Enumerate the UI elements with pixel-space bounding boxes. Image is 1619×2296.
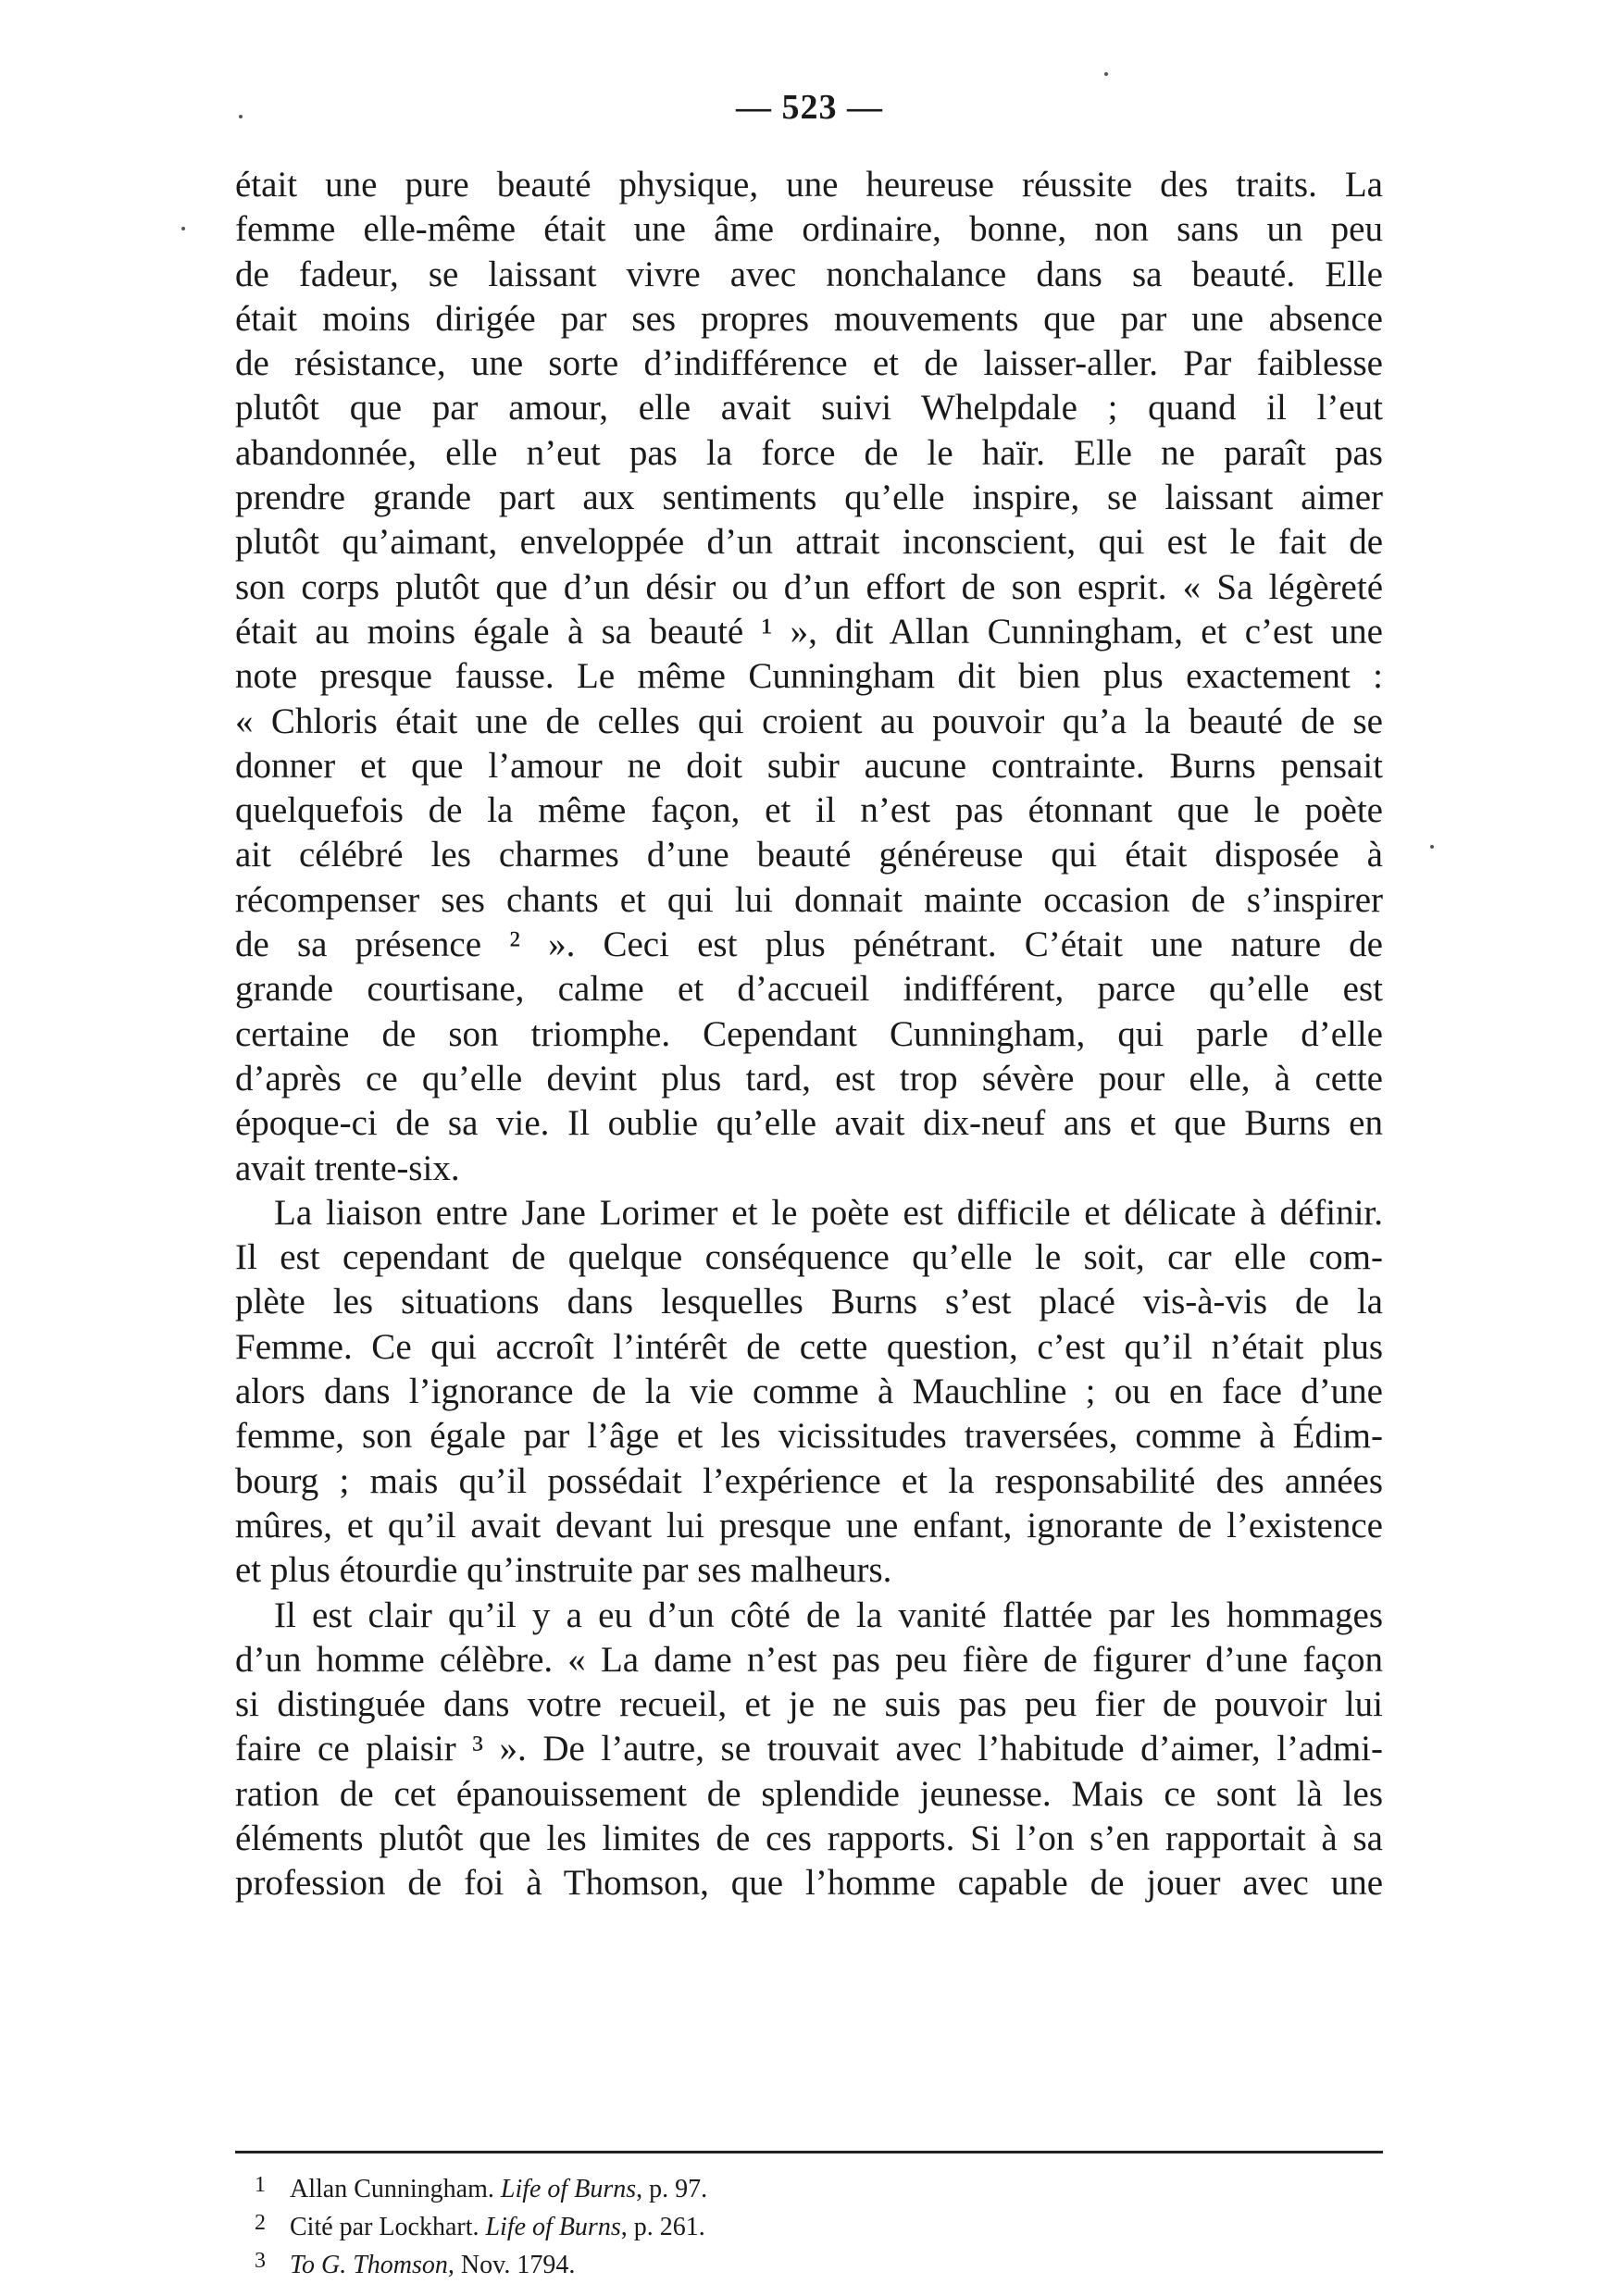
text-line: ration de cet épanouissement de splendide jeunesse. Mais ce sont là les [235, 1773, 1383, 1814]
text-line: bourg ; mais qu’il possédait l’expérience et la responsabilité des années [235, 1460, 1383, 1501]
text-line: Il est clair qu’il y a eu d’un côté de la vanité flattée par les hommages [274, 1595, 1383, 1635]
footnote [255, 2206, 707, 2244]
footnote-title: Life of Burns [500, 2175, 637, 2203]
footnote [255, 2168, 707, 2206]
scan-speck [1104, 72, 1108, 76]
footnotes [255, 2168, 707, 2282]
text-line: mûres, et qu’il avait devant lui presque une enfant, ignorante de l’existence [235, 1505, 1383, 1545]
footnote-text: , p. 261. [620, 2213, 705, 2241]
footnote-number: 2 [255, 2211, 266, 2235]
text-line: éléments plutôt que les limites de ces rapports. Si l’on s’en rapportait à sa [235, 1818, 1383, 1858]
footnote-number: 3 [255, 2249, 266, 2273]
footnote-text: Cité par Lockhart. [290, 2213, 486, 2241]
text-line: quelquefois de la même façon, et il n’est pas étonnant que le poète [235, 790, 1383, 831]
text-line: était au moins égale à sa beauté ¹ », dit Allan Cunningham, et c’est une [235, 611, 1383, 652]
text-line: d’un homme célèbre. « La dame n’est pas peu fière de figurer d’une façon [235, 1639, 1383, 1680]
text-line: profession de foi à Thomson, que l’homme capable de jouer avec une [235, 1863, 1383, 1904]
footnote-number: 1 [255, 2173, 266, 2197]
text-line: Femme. Ce qui accroît l’intérêt de cette question, c’est qu’il n’était plus [235, 1326, 1383, 1367]
text-line: femme elle-même était une âme ordinaire, bonne, non sans un peu [235, 209, 1383, 250]
text-line: ait célébré les charmes d’une beauté généreuse qui était disposée à [235, 835, 1383, 875]
text-line: plutôt qu’aimant, enveloppée d’un attrait inconscient, qui est le fait de [235, 522, 1383, 563]
text-line: Il est cependant de quelque conséquence qu’elle le soit, car elle com- [235, 1237, 1383, 1278]
text-line: de résistance, une sorte d’indifférence et de laisser-aller. Par faiblesse [235, 343, 1383, 384]
text-line: donner et que l’amour ne doit subir aucune contrainte. Burns pensait [235, 745, 1383, 786]
text-line: femme, son égale par l’âge et les vicissitudes traversées, comme à Édim- [235, 1416, 1383, 1457]
footnote-text: Nov. 1794. [454, 2251, 576, 2279]
text-line: de sa présence ² ». Ceci est plus pénétrant. C’était une nature de [235, 925, 1383, 965]
text-line: et plus étourdie qu’instruite par ses malheurs. [235, 1550, 892, 1591]
text-line: alors dans l’ignorance de la vie comme à Mauchline ; ou en face d’une [235, 1371, 1383, 1412]
text-line: plète les situations dans lesquelles Burns s’est placé vis-à-vis de la [235, 1282, 1383, 1322]
text-line: « Chloris était une de celles qui croient au pouvoir qu’a la beauté de se [235, 701, 1383, 741]
text-line: d’après ce qu’elle devint plus tard, est trop sévère pour elle, à cette [235, 1058, 1383, 1098]
text-line: La liaison entre Jane Lorimer et le poète est difficile et délicate à définir. [274, 1192, 1383, 1233]
footnote-title: To G. Thomson, [290, 2251, 455, 2279]
text-line: récompenser ses chants et qui lui donnait mainte occasion de s’inspirer [235, 879, 1383, 920]
text-line: était moins dirigée par ses propres mouvements que par une absence [235, 298, 1383, 339]
footnote-title: Life of Burns [485, 2213, 621, 2241]
footnote-divider [235, 2151, 1383, 2153]
scan-speck [239, 115, 243, 118]
text-line: faire ce plaisir ³ ». De l’autre, se trouvait avec l’habitude d’aimer, l’admi- [235, 1729, 1383, 1769]
text-line: avait trente-six. [235, 1148, 460, 1188]
text-line: certaine de son triomphe. Cependant Cunningham, qui parle d’elle [235, 1013, 1383, 1054]
scan-speck [181, 227, 185, 230]
text-line: époque-ci de sa vie. Il oublie qu’elle avait dix-neuf ans et que Burns en [235, 1103, 1383, 1144]
text-line: de fadeur, se laissant vivre avec nonchalance dans sa beauté. Elle [235, 254, 1383, 294]
text-line: était une pure beauté physique, une heureuse réussite des traits. La [235, 165, 1383, 205]
text-line: abandonnée, elle n’eut pas la force de le haïr. Elle ne paraît pas [235, 432, 1383, 473]
text-line: si distinguée dans votre recueil, et je ne suis pas peu fier de pouvoir lui [235, 1684, 1383, 1725]
footnote-text: , p. 97. [636, 2175, 708, 2203]
body-text [235, 163, 1383, 1906]
text-line: grande courtisane, calme et d’accueil indifférent, parce qu’elle est [235, 969, 1383, 1010]
text-line: prendre grande part aux sentiments qu’elle inspire, se laissant aimer [235, 478, 1383, 518]
text-line: son corps plutôt que d’un désir ou d’un effort de son esprit. « Sa légèreté [235, 566, 1383, 607]
footnote-text: Allan Cunningham. [290, 2175, 501, 2203]
page-number: — 523 — [736, 88, 883, 127]
footnote [255, 2244, 707, 2282]
text-line: note presque fausse. Le même Cunningham dit bien plus exactement : [235, 656, 1383, 697]
text-line: plutôt que par amour, elle avait suivi Whelpdale ; quand il l’eut [235, 388, 1383, 428]
scan-speck [1430, 845, 1434, 849]
